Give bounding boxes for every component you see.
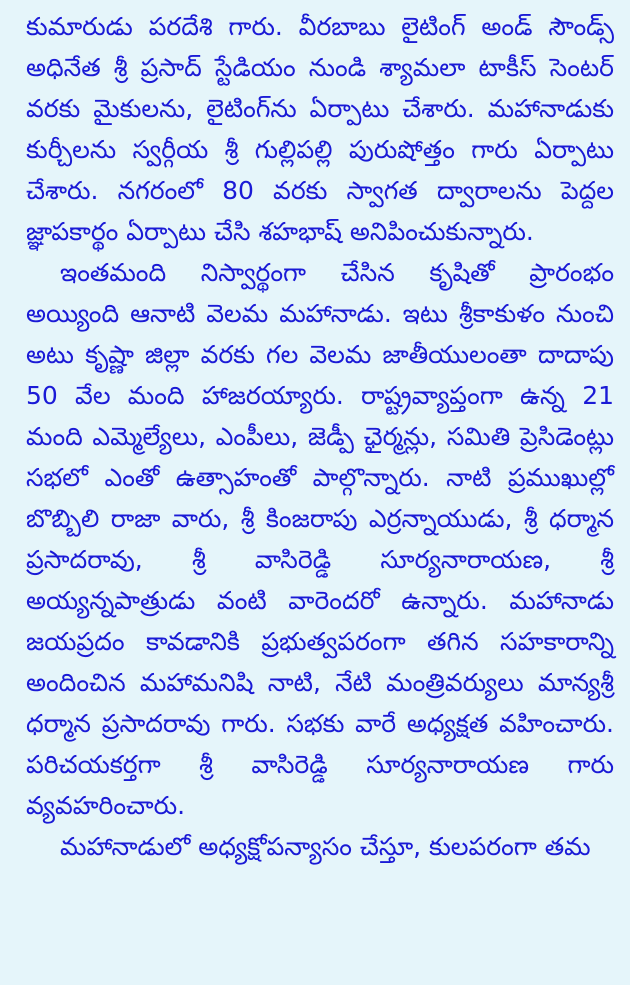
text-line: అయ్యింది ఆనాటి వెలమ మహానాడు. ఇటు శ్రీకాకుళం నుంచి (26, 299, 614, 328)
text-line: కుమారుడు పరదేశి గారు. వీరబాబు లైటింగ్ అండ్ సౌండ్స్ (26, 12, 614, 41)
text-line: పరిచయకర్తగా శ్రీ వాసిరెడ్డి సూర్యనారాయణ గారు (26, 750, 614, 779)
text-line: వ్యవహరించారు. (26, 791, 186, 820)
text-line: వరకు మైకులను, లైటింగ్‌ను ఏర్పాటు చేశారు. మహానాడుకు (26, 94, 614, 123)
text-line: బొబ్బిలి రాజా వారు, శ్రీ కింజరాపు ఎర్రన్నాయుడు, శ్రీ ధర్మాన (26, 504, 614, 533)
text-line: 50 వేల మంది హాజరయ్యారు. రాష్ట్రవ్యాప్తంగా ఉన్న 21 (26, 381, 614, 410)
text-line: సభలో ఎంతో ఉత్సాహంతో పాల్గొన్నారు. నాటి ప్రముఖుల్లో (26, 463, 614, 492)
text-line: ఇంతమంది నిస్వార్థంగా చేసిన కృషితో ప్రారంభం (60, 258, 614, 287)
text-line: జ్ఞాపకార్థం ఏర్పాటు చేసి శహభాష్ అనిపించుకున్నారు. (26, 217, 534, 246)
paragraph-3 (26, 826, 614, 867)
text-line: అయ్యన్నపాత్రుడు వంటి వారెందరో ఉన్నారు. మహానాడు (26, 586, 614, 615)
text-line: అందించిన మహామనిషి నాటి, నేటి మంత్రివర్యులు మాన్యశ్రీ (26, 668, 614, 697)
text-line: ప్రసాదరావు, శ్రీ వాసిరెడ్డి సూర్యనారాయణ, శ్రీ (26, 545, 614, 574)
text-line: అటు కృష్ణా జిల్లా వరకు గల వెలమ జాతీయులంతా దాదాపు (26, 340, 614, 369)
paragraph-1 (26, 6, 614, 252)
text-line: మంది ఎమ్మెల్యేలు, ఎంపీలు, జెడ్పీ ఛైర్మన్లు, సమితి ప్రెసిడెంట్లు (26, 422, 614, 451)
text-line: మహానాడులో అధ్యక్షోపన్యాసం చేస్తూ, కులపరంగా తమ (60, 832, 591, 861)
text-line: చేశారు. నగరంలో 80 వరకు స్వాగత ద్వారాలను పెద్దల (26, 176, 614, 205)
paragraph-2 (26, 252, 614, 826)
text-line: అధినేత శ్రీ ప్రసాద్ స్టేడియం నుండి శ్యామలా టాకీస్ సెంటర్ (26, 53, 614, 82)
text-line: కుర్చీలను స్వర్గీయ శ్రీ గుల్లిపల్లి పురుషోత్తం గారు ఏర్పాటు (26, 135, 614, 164)
text-line: జయప్రదం కావడానికి ప్రభుత్వపరంగా తగిన సహకారాన్ని (26, 627, 614, 656)
text-line: ధర్మాన ప్రసాదరావు గారు. సభకు వారే అధ్యక్షత వహించారు. (26, 709, 614, 738)
